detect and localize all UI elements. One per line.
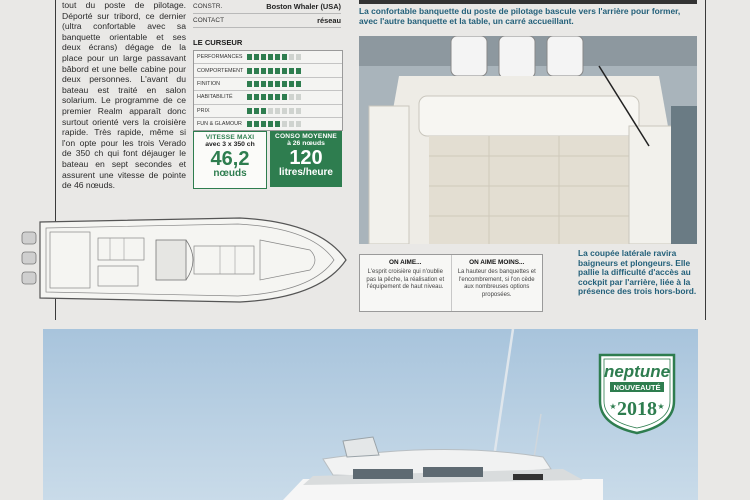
rating-bar-segment	[261, 108, 266, 114]
rating-bar-segment	[296, 108, 301, 114]
rating-bar-segment	[296, 121, 301, 127]
rating-table	[193, 50, 343, 131]
rating-bars	[247, 94, 301, 100]
rating-bar-segment	[268, 81, 273, 87]
cons-text: La hauteur des banquettes et l'encombrement, si l'on cède aux nombreuses options proposées.	[457, 269, 536, 298]
rating-bar-segment	[254, 94, 259, 100]
rating-bar-segment	[282, 94, 287, 100]
cockpit-photo	[359, 36, 697, 244]
badge-year: 2018	[617, 398, 657, 420]
rating-bar-segment	[247, 68, 252, 74]
rating-bar-segment	[268, 68, 273, 74]
rating-row	[194, 118, 342, 130]
rating-bar-segment	[275, 54, 280, 60]
rating-bar-segment	[275, 108, 280, 114]
rating-label: PERFORMANCES	[197, 54, 243, 61]
rating-bar-segment	[289, 68, 294, 74]
pros-cons-box	[359, 254, 543, 312]
rating-bar-segment	[254, 108, 259, 114]
rating-bar-segment	[282, 108, 287, 114]
rating-bar-segment	[282, 121, 287, 127]
rating-bar-segment	[296, 54, 301, 60]
rating-bar-segment	[296, 94, 301, 100]
rating-row	[194, 64, 342, 77]
rating-bar-segment	[275, 94, 280, 100]
photo-strip-top	[359, 0, 697, 4]
rating-row	[194, 78, 342, 91]
max-speed-subtitle: avec 3 x 350 ch	[205, 141, 255, 148]
article-body-text: tout du poste de pilotage. Déporté sur tribord, ce dernier (ultra confortable avec sa banquette orientable et ses deux écrans) dégage de la place pour un large passavant bâbord et une belle cabine pour deux personnes. L'avant du bateau est traité en salon solarium. Le programme de ce premier Realm apparaît donc surtout orienté vers la croisière rapide. Très rapide, même si l'on opte pour les trois Verado de 350 ch qui font déjauger le bateau en sept secondes et assurent une vitesse de pointe de 46 nœuds.	[62, 0, 186, 191]
rating-bar-segment	[261, 121, 266, 127]
rating-bar-segment	[254, 81, 259, 87]
consumption-title: CONSO MOYENNE	[275, 133, 337, 140]
rating-row	[194, 91, 342, 104]
max-speed-unit: nœuds	[213, 168, 247, 179]
pros-title: ON AIME...	[389, 259, 422, 266]
caption-side-door: La coupée latérale ravira baigneurs et plongeurs. Elle pallie la difficulté d'accès au cockpit par l'arrière, liée à la présence des trois hors-bord.	[578, 248, 697, 297]
rating-bar-segment	[247, 121, 252, 127]
rating-bar-segment	[282, 54, 287, 60]
cons-title: ON AIME MOINS...	[469, 259, 525, 266]
rating-bar-segment	[275, 68, 280, 74]
max-speed-value: 46,2	[210, 148, 250, 170]
rating-bar-segment	[275, 81, 280, 87]
spec-table	[193, 0, 341, 28]
rating-label: FINITION	[197, 80, 221, 87]
deck-plan-drawing	[20, 210, 348, 310]
rating-bar-segment	[254, 54, 259, 60]
rating-bar-segment	[254, 121, 259, 127]
consumption-unit: litres/heure	[279, 167, 333, 178]
rating-bar-segment	[261, 81, 266, 87]
rating-bar-segment	[247, 94, 252, 100]
spec-value: réseau	[317, 16, 341, 25]
rating-bars	[247, 121, 301, 127]
spec-key: CONSTR.	[193, 3, 223, 10]
rating-bar-segment	[282, 68, 287, 74]
rating-bar-segment	[261, 54, 266, 60]
rating-row	[194, 51, 342, 64]
spec-key: CONTACT	[193, 17, 225, 24]
caption-cockpit: La confortable banquette du poste de pilotage bascule vers l'arrière pour former, avec l'autre banquette et la table, un carré accueillant.	[359, 6, 681, 26]
rating-bar-segment	[289, 121, 294, 127]
pros-column	[360, 255, 451, 311]
badge-brand: neptune	[603, 362, 671, 381]
rating-bar-segment	[289, 94, 294, 100]
rating-label: HABITABILITÉ	[197, 94, 233, 101]
rating-bars	[247, 81, 301, 87]
rating-bar-segment	[296, 81, 301, 87]
rating-bar-segment	[268, 94, 273, 100]
rating-label: PRIX	[197, 107, 210, 114]
rating-bar-segment	[268, 108, 273, 114]
rating-bar-segment	[247, 81, 252, 87]
consumption-box	[270, 131, 342, 187]
rating-bar-segment	[289, 108, 294, 114]
rating-bars	[247, 54, 301, 60]
rating-label: COMPORTEMENT	[197, 67, 244, 74]
rating-bar-segment	[247, 108, 252, 114]
rating-bar-segment	[261, 68, 266, 74]
badge-label: NOUVEAUTÉ	[613, 383, 661, 392]
rating-bar-segment	[254, 68, 259, 74]
star-icon: ★	[657, 402, 665, 411]
rating-bar-segment	[275, 121, 280, 127]
curseur-title: LE CURSEUR	[193, 38, 243, 47]
rating-bar-segment	[247, 54, 252, 60]
rating-bars	[247, 108, 301, 114]
rating-bar-segment	[268, 121, 273, 127]
rating-bar-segment	[282, 81, 287, 87]
rating-bar-segment	[296, 68, 301, 74]
rating-bar-segment	[289, 54, 294, 60]
consumption-value: 120	[289, 147, 323, 169]
rating-row	[194, 105, 342, 118]
right-margin-rule	[705, 0, 706, 320]
rating-bar-segment	[268, 54, 273, 60]
rating-label: FUN & GLAMOUR	[197, 121, 242, 128]
neptune-nouveaute-badge	[596, 351, 678, 435]
spec-value: Boston Whaler (USA)	[266, 2, 341, 11]
cons-column	[451, 255, 543, 311]
pros-text: L'esprit croisière qui n'oublie pas la pêche, la réalisation et l'équipement de haut niveau.	[366, 269, 445, 291]
star-icon: ★	[609, 402, 617, 411]
spec-row	[193, 0, 341, 14]
rating-bar-segment	[289, 81, 294, 87]
consumption-subtitle: à 26 nœuds	[287, 140, 325, 147]
max-speed-box	[193, 131, 267, 189]
rating-bar-segment	[261, 94, 266, 100]
spec-row	[193, 14, 341, 28]
max-speed-title: VITESSE MAXI	[205, 134, 255, 141]
rating-bars	[247, 68, 301, 74]
